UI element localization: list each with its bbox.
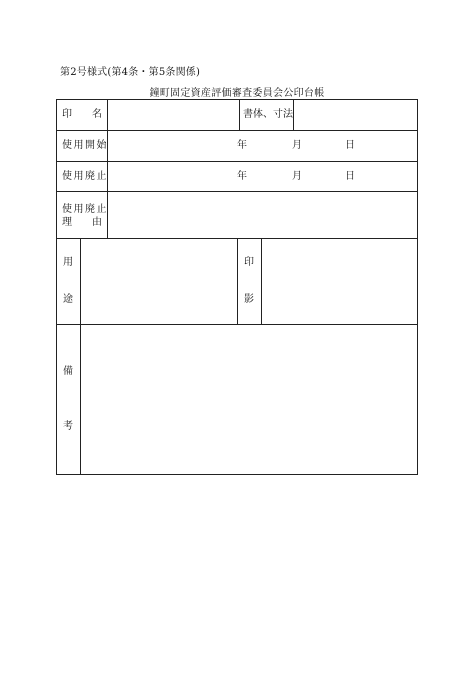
start-day: 日	[345, 140, 355, 151]
impression-label-divider	[261, 238, 262, 324]
form-number: 第2号様式(第4条・第5条関係)	[60, 67, 201, 78]
seal-name-label: 印 名	[62, 109, 102, 120]
remarks-value[interactable]	[84, 328, 413, 470]
row-divider	[57, 324, 417, 325]
start-month: 月	[292, 140, 302, 151]
purpose-label-char-1: 用	[63, 257, 73, 268]
label-column-divider	[107, 100, 108, 238]
typeface-label-right-divider	[293, 100, 294, 130]
start-label: 使用開始	[62, 140, 108, 151]
purpose-label-char-2: 途	[63, 294, 73, 305]
form-title: 鐘町固定資産評価審査委員会公印台帳	[149, 88, 325, 99]
abolish-day: 日	[345, 171, 355, 182]
typeface-label: 書体、寸法	[243, 109, 293, 120]
impression-label-char-1: 印	[244, 257, 254, 268]
start-year: 年	[237, 140, 247, 151]
purpose-label-divider	[80, 238, 81, 324]
abolish-label: 使用廃止	[62, 171, 108, 182]
abolish-reason-value[interactable]	[111, 196, 413, 234]
remarks-label-char-1: 備	[63, 366, 73, 377]
abolish-month: 月	[292, 171, 302, 182]
seal-register-table	[56, 99, 418, 475]
row-divider	[57, 161, 417, 162]
seal-name-value[interactable]	[111, 109, 235, 123]
row-divider	[57, 130, 417, 131]
abolish-year: 年	[237, 171, 247, 182]
typeface-label-left-divider	[239, 100, 240, 130]
abolish-reason-label-line1: 使用廃止	[62, 204, 108, 215]
impression-value[interactable]	[265, 242, 413, 320]
remarks-label-divider	[80, 324, 81, 474]
remarks-label-char-2: 考	[63, 421, 73, 432]
purpose-value[interactable]	[84, 242, 232, 320]
row-divider	[57, 191, 417, 192]
typeface-value[interactable]	[297, 109, 413, 123]
impression-label-char-2: 影	[244, 294, 254, 305]
abolish-reason-label-line2: 理 由	[62, 217, 102, 228]
purpose-impression-divider	[237, 238, 238, 324]
